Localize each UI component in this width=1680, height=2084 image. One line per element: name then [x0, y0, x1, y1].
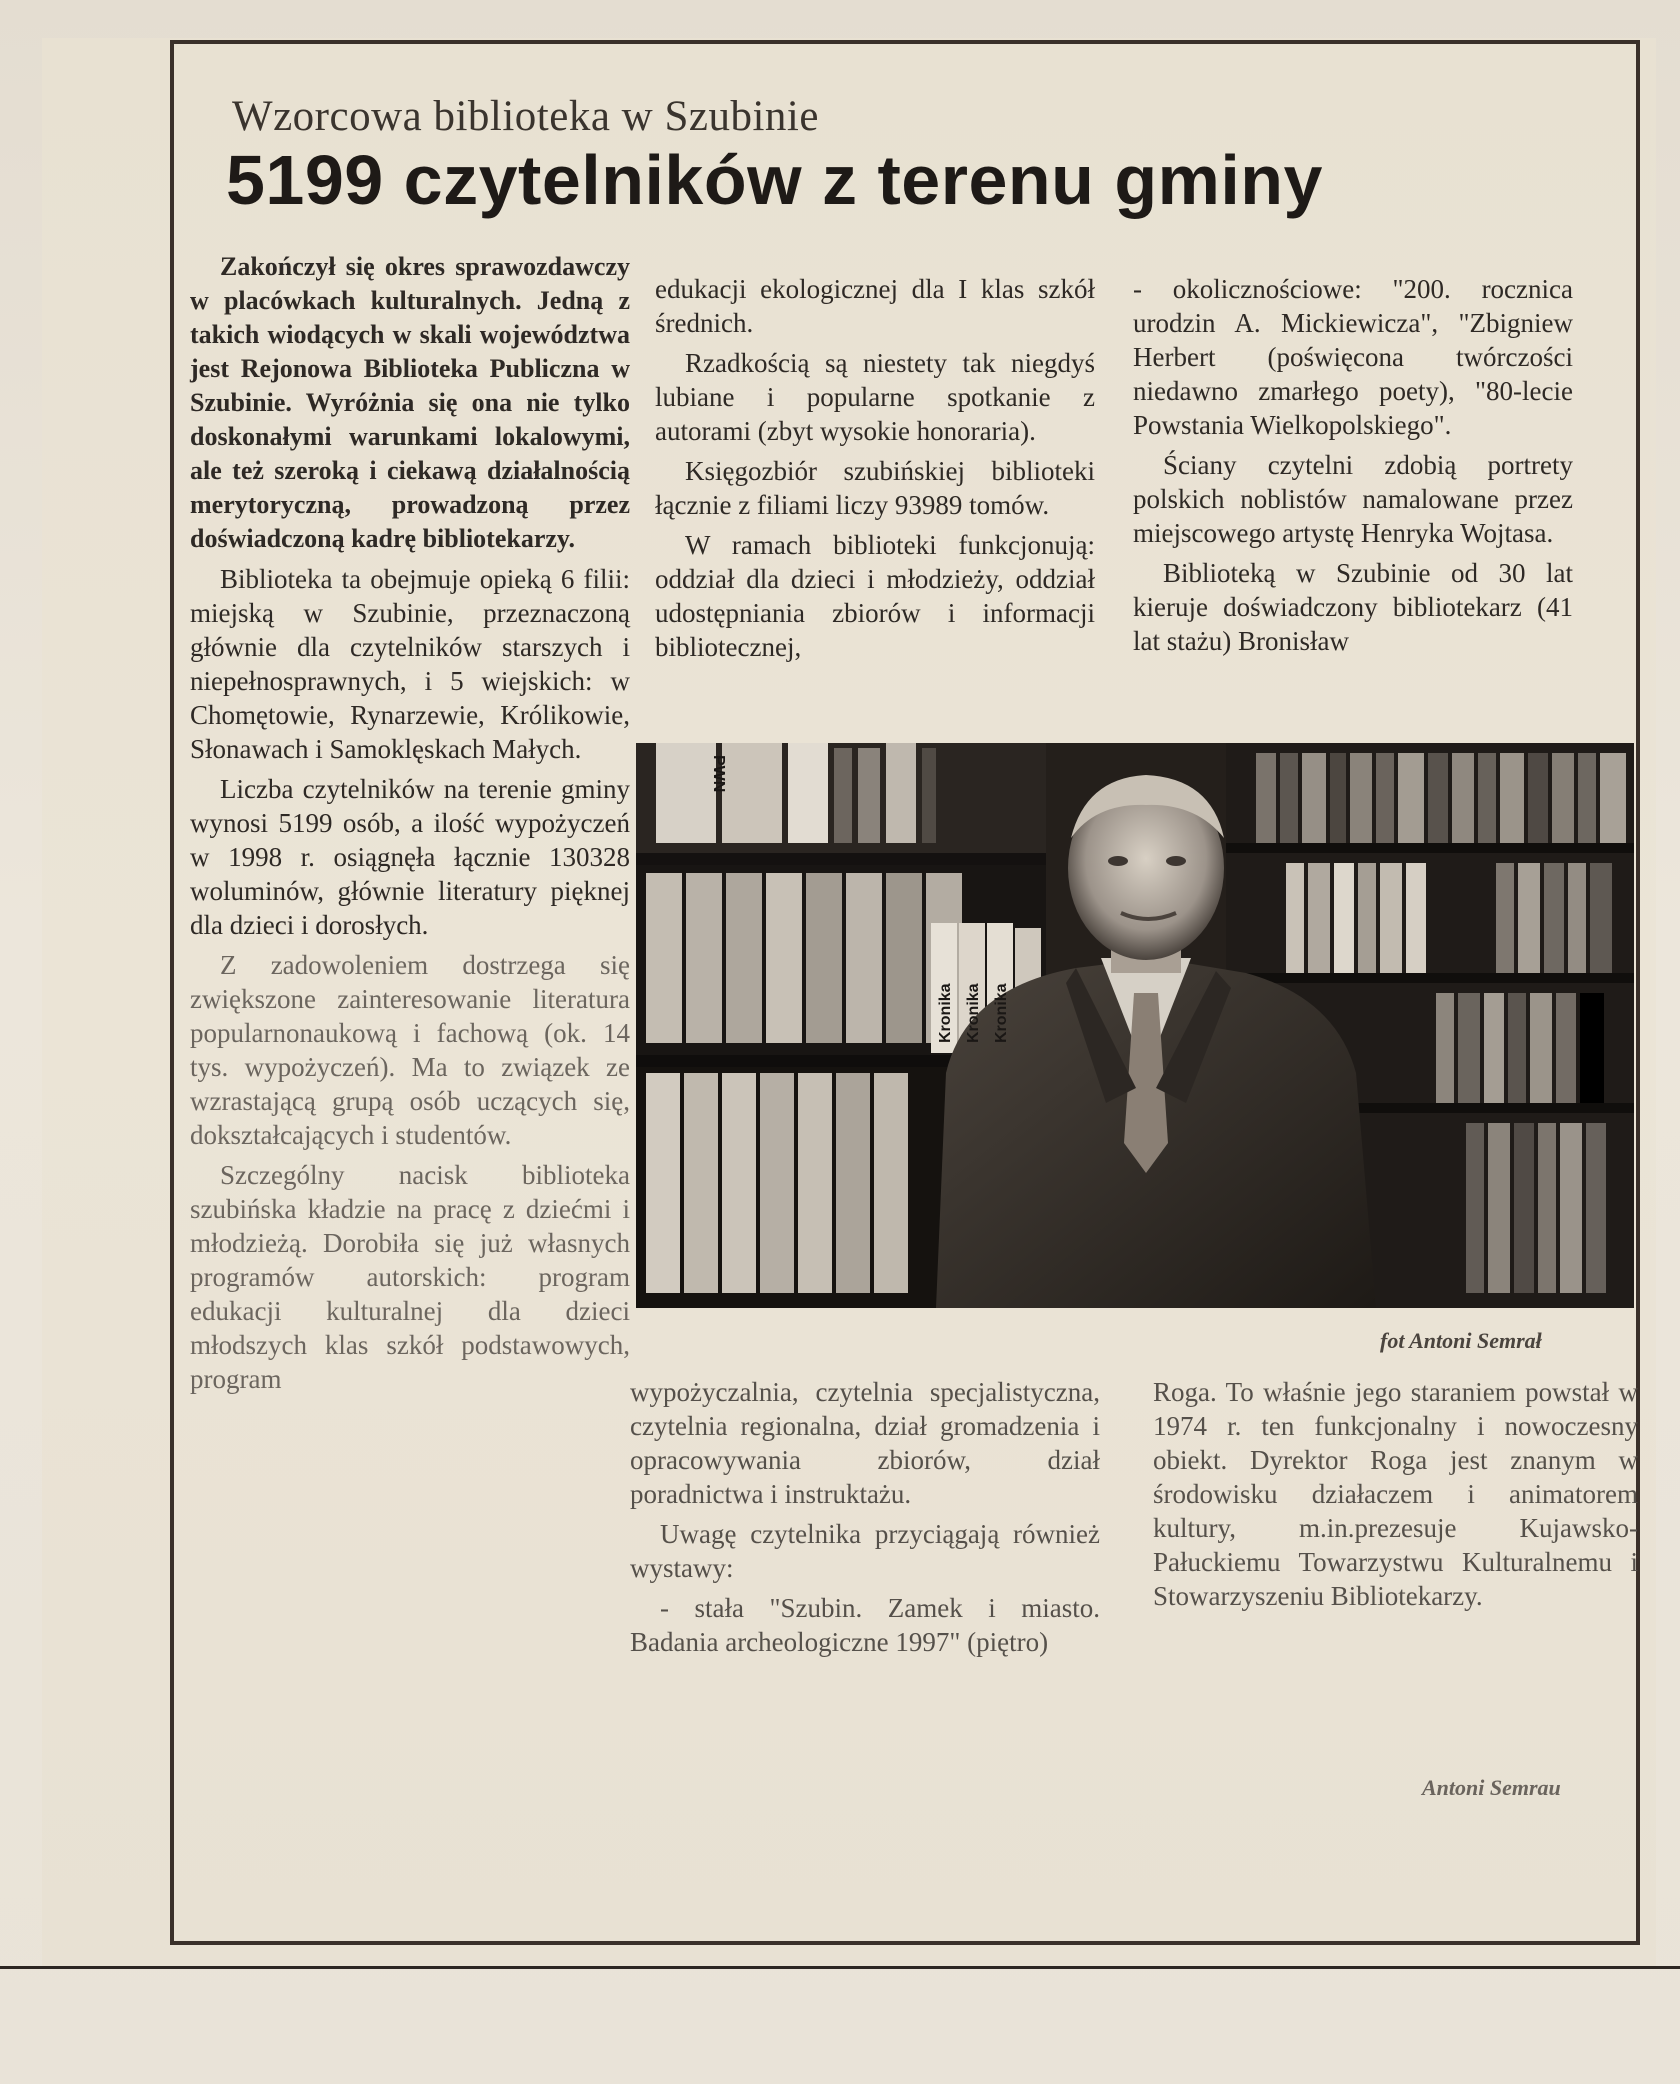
article-subheading: Wzorcowa biblioteka w Szubinie — [232, 93, 819, 140]
paragraph: Ściany czytelni zdobią portrety polskich noblistów namalowane przez miejscowego artystę Henryka Wojtasa. — [1133, 450, 1573, 548]
paragraph: wypożyczalnia, czytelnia specjalistyczna, czytelnia regionalna, dział gromadzenia i opracowywania zbiorów, dział poradnictwa i instruktażu. — [630, 1377, 1100, 1509]
paragraph: W ramach biblioteki funkcjonują: oddział dla dzieci i młodzieży, oddział udostępniania zbiorów i informacji bibliotecznej, — [655, 530, 1095, 662]
author-signature: Antoni Semrau — [1422, 1775, 1561, 1800]
paragraph: Z zadowoleniem dostrzega się zwiększone zainteresowanie literatura popularnonaukową i fachową (ok. 14 tys. wypożyczeń). Ma to związek ze wzrastającą grupą osób uczących się, dokształcających i studentów. — [190, 950, 630, 1150]
librarian-photo — [636, 743, 1634, 1308]
paragraph: Liczba czytelników na terenie gminy wynosi 5199 osób, a ilość wypożyczeń w 1998 r. osiągnęła łącznie 130328 woluminów, głównie literatury pięknej dla dzieci i dorosłych. — [190, 774, 630, 940]
photo-caption: fot Antoni Semrał — [1380, 1328, 1542, 1353]
paragraph: - stała "Szubin. Zamek i miasto. Badania archeologiczne 1997" (piętro) — [630, 1593, 1100, 1657]
spine-kronika-2: Kronika — [965, 983, 982, 1043]
photo-image — [636, 743, 1634, 1308]
paragraph: Rzadkością są niestety tak niegdyś lubiane i popularne spotkanie z autorami (zbyt wysokie honoraria). — [655, 348, 1095, 446]
column-1 — [190, 250, 630, 1402]
article-headline: 5199 czytelników z terenu gminy — [226, 141, 1323, 219]
column-2-lower — [630, 1375, 1100, 1665]
paragraph: Roga. To właśnie jego staraniem powstał w 1974 r. ten funkcjonalny i nowoczesny obiekt. Dyrektor Roga jest znanym w środowisku działaczem i animatorem kultury, m.in.prezesuje Kujawsko-Pałuckiemu Towarzystwu Kulturalnemu i Stowarzyszeniu Bibliotekarzy. — [1153, 1377, 1638, 1611]
spine-pwn: PWN — [710, 755, 727, 793]
paragraph: Księgozbiór szubińskiej biblioteki łącznie z filiami liczy 93989 tomów. — [655, 456, 1095, 520]
column-2 — [655, 272, 1095, 670]
column-3-lower — [1153, 1375, 1638, 1619]
column-3 — [1133, 272, 1573, 664]
paragraph: Szczególny nacisk biblioteka szubińska kładzie na pracę z dziećmi i młodzieżą. Dorobiła się już własnych programów autorskich: program edukacji kulturalnej dla dzieci młodszych klas szkół podstawowych, program — [190, 1160, 630, 1394]
paragraph: Biblioteka ta obejmuje opieką 6 filii: miejską w Szubinie, przeznaczoną głównie dla czytelników starszych i niepełnosprawnych, i 5 wiejskich: w Chomętowie, Rynarzewie, Królikowie, Słonawach i Samoklęskach Małych. — [190, 564, 630, 764]
paragraph: edukacji ekologicznej dla I klas szkół średnich. — [655, 274, 1095, 338]
paragraph: Biblioteką w Szubinie od 30 lat kieruje doświadczony bibliotekarz (41 lat stażu) Bronisław — [1133, 558, 1573, 656]
paragraph: - okolicznościowe: "200. rocznica urodzin A. Mickiewicza", "Zbigniew Herbert (poświęcona twórczości niedawno zmarłego poety), "80-lecie Powstania Wielkopolskiego". — [1133, 274, 1573, 440]
spine-kronika-1: Kronika — [937, 983, 954, 1043]
page-edge-line — [0, 1966, 1680, 1969]
paragraph: Uwagę czytelnika przyciągają również wystawy: — [630, 1519, 1100, 1583]
lead-paragraph: Zakończył się okres sprawozdawczy w placówkach kulturalnych. Jedną z takich wiodących w skali województwa jest Rejonowa Biblioteka Publiczna w Szubinie. Wyróżnia się ona nie tylko doskonałymi warunkami lokalowymi, ale też szeroką i ciekawą działalnością merytoryczną, prowadzoną przez doświadczoną kadrę bibliotekarzy. — [190, 252, 630, 553]
spine-kronika-3: Kronika — [993, 983, 1010, 1043]
